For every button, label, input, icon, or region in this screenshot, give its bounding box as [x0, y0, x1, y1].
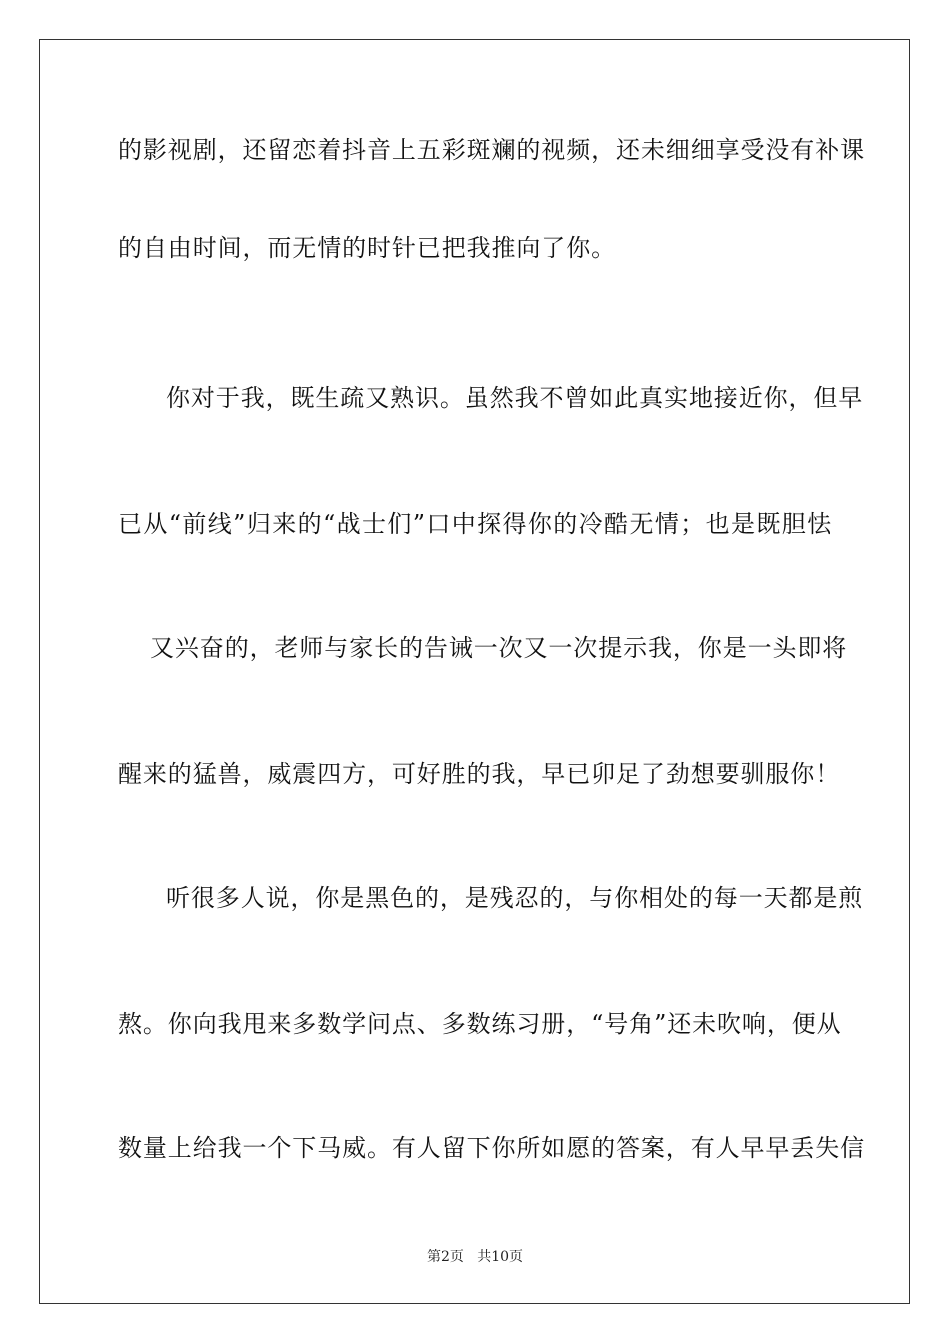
text-line-2: 的自由时间，而无情的时针已把我推向了你。 — [118, 234, 616, 262]
text-line-4: 已从“前线”归来的“战士们”口中探得你的冷酷无情；也是既胆怯 — [118, 510, 832, 538]
text-line-3: 你对于我，既生疏又熟识。虽然我不曾如此真实地接近你，但早 — [166, 384, 864, 412]
text-line-6: 醒来的猛兽，威震四方，可好胜的我，早已卯足了劲想要驯服你！ — [118, 760, 841, 788]
page-number-footer: 第2页 共10页 — [426, 1249, 524, 1265]
text-line-8: 熬。你向我甩来多数学问点、多数练习册，“号角”还未吹响，便从 — [118, 1010, 842, 1038]
text-line-1: 的影视剧，还留恋着抖音上五彩斑斓的视频，还未细细享受没有补课 — [118, 136, 865, 164]
page-border — [39, 39, 910, 1304]
text-line-5: 又兴奋的，老师与家长的告诫一次又一次提示我，你是一头即将 — [150, 634, 848, 662]
text-line-9: 数量上给我一个下马威。有人留下你所如愿的答案，有人早早丢失信 — [118, 1134, 865, 1162]
text-line-7: 听很多人说，你是黑色的，是残忍的，与你相处的每一天都是煎 — [166, 884, 864, 912]
